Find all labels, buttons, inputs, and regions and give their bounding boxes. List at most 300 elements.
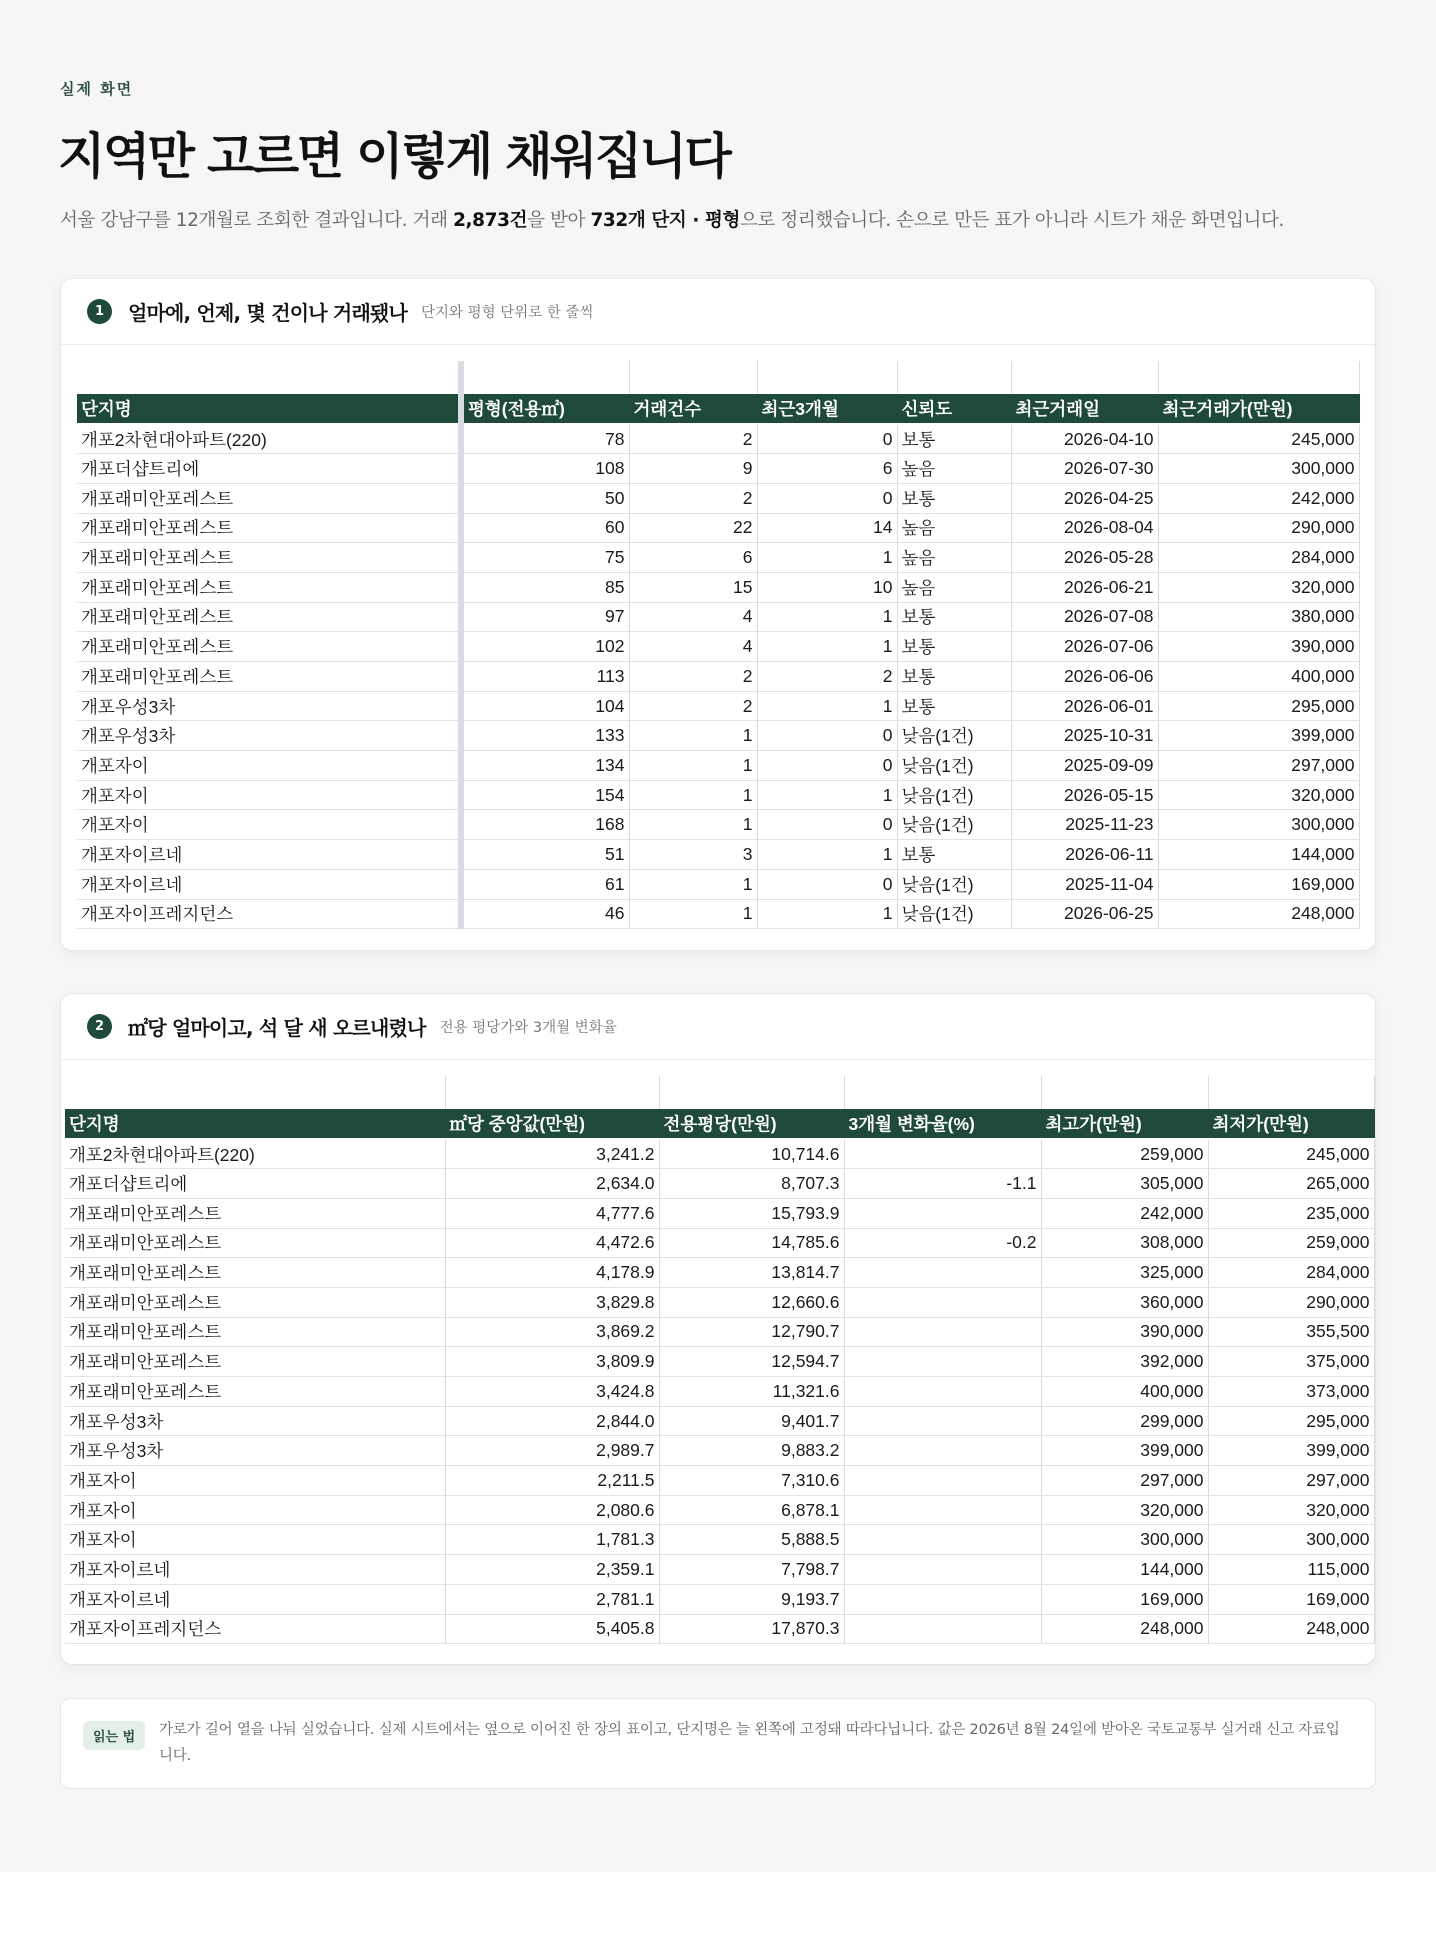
column-header[interactable]: ㎡당 중앙값(만원) (445, 1109, 659, 1139)
table-cell[interactable]: 4,178.9 (445, 1258, 659, 1288)
table-cell[interactable]: 개포래미안포레스트 (77, 513, 461, 543)
table-cell[interactable]: 2026-05-15 (1011, 780, 1158, 810)
table-cell[interactable]: 보통 (897, 483, 1011, 513)
table-cell[interactable]: 0 (757, 869, 897, 899)
empty-cell[interactable] (445, 1076, 659, 1109)
table-cell[interactable]: 61 (461, 869, 629, 899)
table-cell[interactable]: 299,000 (1041, 1406, 1208, 1436)
column-header[interactable]: 최고가(만원) (1041, 1109, 1208, 1139)
table-cell[interactable]: 낮음(1건) (897, 751, 1011, 781)
table-cell[interactable]: 2025-10-31 (1011, 721, 1158, 751)
table-cell[interactable]: 144,000 (1041, 1555, 1208, 1585)
spacer-row (65, 1076, 1374, 1109)
table-cell[interactable]: 9,193.7 (659, 1584, 844, 1614)
table-cell[interactable]: 259,000 (1208, 1228, 1374, 1258)
table-cell[interactable]: 개포자이르네 (77, 840, 461, 870)
table-cell[interactable]: 1,781.3 (445, 1525, 659, 1555)
table-cell[interactable]: 개포래미안포레스트 (77, 632, 461, 662)
table-cell[interactable]: 399,000 (1158, 721, 1359, 751)
table-cell[interactable]: 보통 (897, 840, 1011, 870)
table-cell[interactable]: 0 (757, 721, 897, 751)
table-row (77, 840, 1359, 870)
table-cell[interactable]: 104 (461, 691, 629, 721)
table-cell[interactable]: 248,000 (1041, 1614, 1208, 1644)
page-title: 지역만 고르면 이렇게 채워집니다 (58, 128, 730, 185)
table-cell[interactable] (844, 1198, 1041, 1228)
reading-guide (60, 1698, 1376, 1789)
empty-cell[interactable] (757, 361, 897, 394)
table-cell[interactable]: 12,660.6 (659, 1287, 844, 1317)
table-cell[interactable]: 13,814.7 (659, 1258, 844, 1288)
empty-cell[interactable] (77, 361, 461, 394)
table-cell[interactable]: 11,321.6 (659, 1377, 844, 1407)
empty-cell[interactable] (897, 361, 1011, 394)
section-2-card (60, 993, 1376, 1665)
table-cell[interactable]: 300,000 (1208, 1525, 1374, 1555)
table-cell[interactable]: 10,714.6 (659, 1139, 844, 1169)
table-cell[interactable]: 15,793.9 (659, 1198, 844, 1228)
reading-guide-text: 가로가 길어 열을 나눠 실었습니다. 실제 시트에서는 옆으로 이어진 한 장의 표이고, 단지명은 늘 왼쪽에 고정돼 따라다닙니다. 값은 2026년 8월 24일에 받아온 국토교통부 실거래 신고 자료입니다. (159, 1722, 1340, 1764)
table-cell[interactable]: 개포자이 (77, 751, 461, 781)
table-cell[interactable]: 235,000 (1208, 1198, 1374, 1228)
table-cell[interactable] (844, 1525, 1041, 1555)
table-cell[interactable]: 낮음(1건) (897, 899, 1011, 929)
table-row (77, 513, 1359, 543)
table-cell[interactable]: 개포래미안포레스트 (77, 602, 461, 632)
table-cell[interactable]: 1 (629, 810, 757, 840)
column-header[interactable]: 신뢰도 (897, 394, 1011, 424)
empty-cell[interactable] (844, 1076, 1041, 1109)
table-cell[interactable]: 320,000 (1158, 780, 1359, 810)
section-1-table (77, 361, 1360, 929)
table-row (77, 602, 1359, 632)
table-cell[interactable]: 1 (757, 602, 897, 632)
table-cell[interactable]: 12,790.7 (659, 1317, 844, 1347)
table-cell[interactable]: 2,989.7 (445, 1436, 659, 1466)
table-cell[interactable]: 개포자이 (65, 1495, 445, 1525)
table-cell[interactable]: 4,777.6 (445, 1198, 659, 1228)
table-cell[interactable]: 290,000 (1208, 1287, 1374, 1317)
table-cell[interactable] (844, 1317, 1041, 1347)
table-cell[interactable]: 9,401.7 (659, 1406, 844, 1436)
section-2-header (61, 994, 1375, 1060)
table-cell[interactable]: 50 (461, 483, 629, 513)
table-cell[interactable] (844, 1406, 1041, 1436)
table-cell[interactable]: 3,829.8 (445, 1287, 659, 1317)
empty-cell[interactable] (629, 361, 757, 394)
table-cell[interactable]: 개포우성3차 (77, 721, 461, 751)
table-cell[interactable]: 5,888.5 (659, 1525, 844, 1555)
table-cell[interactable]: 2 (629, 424, 757, 454)
table-cell[interactable]: 1 (629, 721, 757, 751)
table-cell[interactable]: 0 (757, 810, 897, 840)
table-cell[interactable]: 2026-06-21 (1011, 572, 1158, 602)
table-cell[interactable] (844, 1287, 1041, 1317)
table-cell[interactable]: 113 (461, 662, 629, 692)
table-cell[interactable]: 6,878.1 (659, 1495, 844, 1525)
table-cell[interactable]: 245,000 (1208, 1139, 1374, 1169)
table-cell[interactable]: 보통 (897, 662, 1011, 692)
section-2-sheet (65, 1076, 1375, 1644)
table-cell[interactable]: 1 (629, 780, 757, 810)
table-cell[interactable]: 1 (757, 899, 897, 929)
table-cell[interactable] (844, 1258, 1041, 1288)
table-cell[interactable]: 400,000 (1041, 1377, 1208, 1407)
table-cell[interactable]: 60 (461, 513, 629, 543)
table-cell[interactable]: 개포자이프레지던스 (77, 899, 461, 929)
table-cell[interactable]: 2 (629, 691, 757, 721)
table-cell[interactable]: 2025-09-09 (1011, 751, 1158, 781)
table-cell[interactable]: 284,000 (1158, 543, 1359, 573)
table-cell[interactable]: 개포2차현대아파트(220) (65, 1139, 445, 1169)
table-cell[interactable]: 248,000 (1158, 899, 1359, 929)
table-cell[interactable]: 0 (757, 751, 897, 781)
table-row (77, 632, 1359, 662)
section-1-subtitle: 단지와 평형 단위로 한 줄씩 (421, 305, 594, 321)
table-cell[interactable]: 개포자이르네 (65, 1584, 445, 1614)
subtitle-deal-count: 2,873건 (453, 210, 528, 231)
table-cell[interactable]: 133 (461, 721, 629, 751)
column-header[interactable]: 최근3개월 (757, 394, 897, 424)
table-cell[interactable]: 개포자이르네 (77, 869, 461, 899)
table-cell[interactable]: 낮음(1건) (897, 869, 1011, 899)
table-cell[interactable]: 개포래미안포레스트 (65, 1228, 445, 1258)
table-cell[interactable]: 높음 (897, 572, 1011, 602)
table-row (77, 662, 1359, 692)
table-row (77, 721, 1359, 751)
table-cell[interactable] (844, 1584, 1041, 1614)
table-cell[interactable]: 169,000 (1208, 1584, 1374, 1614)
table-cell[interactable]: 1 (757, 543, 897, 573)
empty-cell[interactable] (1158, 361, 1359, 394)
table-cell[interactable]: 325,000 (1041, 1258, 1208, 1288)
column-header[interactable]: 최저가(만원) (1208, 1109, 1374, 1139)
table-cell[interactable]: 2,359.1 (445, 1555, 659, 1585)
table-cell[interactable]: 51 (461, 840, 629, 870)
table-cell[interactable]: 2,634.0 (445, 1169, 659, 1199)
table-cell[interactable]: 낮음(1건) (897, 810, 1011, 840)
section-1-sheet (77, 361, 1360, 929)
table-cell[interactable]: 0 (757, 483, 897, 513)
table-row (65, 1555, 1374, 1585)
table-cell[interactable]: 개포래미안포레스트 (77, 483, 461, 513)
table-row (65, 1169, 1374, 1199)
table-cell[interactable] (844, 1466, 1041, 1496)
table-cell[interactable]: 300,000 (1041, 1525, 1208, 1555)
section-1-card (60, 278, 1376, 951)
table-row (65, 1347, 1374, 1377)
table-cell[interactable]: 295,000 (1208, 1406, 1374, 1436)
column-header[interactable]: 평형(전용㎡) (461, 394, 629, 424)
table-cell[interactable]: 1 (629, 751, 757, 781)
table-cell[interactable]: 2,844.0 (445, 1406, 659, 1436)
table-cell[interactable]: 개포래미안포레스트 (77, 572, 461, 602)
table-cell[interactable]: 2026-04-10 (1011, 424, 1158, 454)
table-cell[interactable]: 154 (461, 780, 629, 810)
table-cell[interactable]: 개포래미안포레스트 (65, 1317, 445, 1347)
table-cell[interactable]: 46 (461, 899, 629, 929)
column-header[interactable]: 3개월 변화율(%) (844, 1109, 1041, 1139)
table-cell[interactable]: 2026-06-01 (1011, 691, 1158, 721)
table-cell[interactable]: 2026-06-25 (1011, 899, 1158, 929)
table-cell[interactable] (844, 1347, 1041, 1377)
table-cell[interactable]: 보통 (897, 632, 1011, 662)
table-row (77, 899, 1359, 929)
table-cell[interactable]: 7,798.7 (659, 1555, 844, 1585)
table-cell[interactable]: 259,000 (1041, 1139, 1208, 1169)
table-cell[interactable]: 개포더샵트리에 (77, 454, 461, 484)
table-cell[interactable]: 2026-07-06 (1011, 632, 1158, 662)
table-cell[interactable]: 개포자이프레지던스 (65, 1614, 445, 1644)
empty-cell[interactable] (1041, 1076, 1208, 1109)
table-cell[interactable]: 399,000 (1041, 1436, 1208, 1466)
table-cell[interactable]: 169,000 (1158, 869, 1359, 899)
table-cell[interactable]: 22 (629, 513, 757, 543)
table-cell[interactable]: 2026-04-25 (1011, 483, 1158, 513)
section-2-subtitle: 전용 평당가와 3개월 변화율 (439, 1020, 617, 1036)
table-cell[interactable]: 2,080.6 (445, 1495, 659, 1525)
table-cell[interactable]: 373,000 (1208, 1377, 1374, 1407)
subtitle-text-2: 을 받아 (527, 210, 591, 231)
table-cell[interactable]: 1 (629, 899, 757, 929)
table-cell[interactable]: 개포자이 (65, 1525, 445, 1555)
column-header[interactable]: 전용평당(만원) (659, 1109, 844, 1139)
empty-cell[interactable] (1011, 361, 1158, 394)
table-cell[interactable]: 375,000 (1208, 1347, 1374, 1377)
table-cell[interactable]: 개포자이 (77, 810, 461, 840)
table-cell[interactable]: 290,000 (1158, 513, 1359, 543)
table-cell[interactable]: 380,000 (1158, 602, 1359, 632)
table-row (65, 1198, 1374, 1228)
table-cell[interactable]: 4 (629, 632, 757, 662)
table-cell[interactable]: 낮음(1건) (897, 780, 1011, 810)
table-cell[interactable]: 400,000 (1158, 662, 1359, 692)
table-cell[interactable]: -0.2 (844, 1228, 1041, 1258)
section-1-header (61, 279, 1375, 345)
column-header[interactable]: 단지명 (65, 1109, 445, 1139)
empty-cell[interactable] (659, 1076, 844, 1109)
table-cell[interactable]: 144,000 (1158, 840, 1359, 870)
table-cell[interactable]: 4 (629, 602, 757, 632)
table-row (77, 780, 1359, 810)
table-cell[interactable]: 7,310.6 (659, 1466, 844, 1496)
table-cell[interactable]: 78 (461, 424, 629, 454)
table-cell[interactable]: 305,000 (1041, 1169, 1208, 1199)
table-cell[interactable]: 300,000 (1158, 454, 1359, 484)
table-row (77, 810, 1359, 840)
column-header[interactable]: 최근거래일 (1011, 394, 1158, 424)
table-cell[interactable]: 3,424.8 (445, 1377, 659, 1407)
table-row (77, 483, 1359, 513)
empty-cell[interactable] (65, 1076, 445, 1109)
table-cell[interactable]: 14 (757, 513, 897, 543)
table-cell[interactable]: 390,000 (1041, 1317, 1208, 1347)
table-row (77, 751, 1359, 781)
table-cell[interactable]: 2026-06-06 (1011, 662, 1158, 692)
table-cell[interactable]: 399,000 (1208, 1436, 1374, 1466)
table-cell[interactable]: 보통 (897, 691, 1011, 721)
table-cell[interactable]: 168 (461, 810, 629, 840)
section-1-title: 얼마에, 언제, 몇 건이나 거래됐나 (128, 301, 408, 325)
table-cell[interactable]: 높음 (897, 454, 1011, 484)
table-cell[interactable]: 2 (757, 662, 897, 692)
table-cell[interactable] (844, 1139, 1041, 1169)
table-cell[interactable]: 1 (629, 869, 757, 899)
table-cell[interactable]: 3 (629, 840, 757, 870)
table-cell[interactable]: 2026-07-08 (1011, 602, 1158, 632)
table-cell[interactable]: 개포자이 (77, 780, 461, 810)
table-cell[interactable]: 360,000 (1041, 1287, 1208, 1317)
table-cell[interactable]: 6 (629, 543, 757, 573)
table-cell[interactable]: 242,000 (1158, 483, 1359, 513)
column-header[interactable]: 거래건수 (629, 394, 757, 424)
table-cell[interactable]: 297,000 (1158, 751, 1359, 781)
table-cell[interactable]: 3,241.2 (445, 1139, 659, 1169)
table-cell[interactable]: 15 (629, 572, 757, 602)
empty-cell[interactable] (461, 361, 629, 394)
table-cell[interactable]: 134 (461, 751, 629, 781)
table-cell[interactable]: 2,211.5 (445, 1466, 659, 1496)
table-row (77, 572, 1359, 602)
table-cell[interactable]: 3,869.2 (445, 1317, 659, 1347)
table-cell[interactable]: 개포래미안포레스트 (77, 543, 461, 573)
table-cell[interactable]: 169,000 (1041, 1584, 1208, 1614)
table-cell[interactable]: 개포래미안포레스트 (65, 1287, 445, 1317)
table-cell[interactable]: 8,707.3 (659, 1169, 844, 1199)
table-cell[interactable] (844, 1555, 1041, 1585)
table-cell[interactable]: 2026-08-04 (1011, 513, 1158, 543)
column-header[interactable]: 단지명 (77, 394, 461, 424)
section-2-table (65, 1076, 1375, 1644)
table-cell[interactable]: 9 (629, 454, 757, 484)
table-row (65, 1287, 1374, 1317)
section-1-number-badge: 1 (87, 299, 112, 324)
table-cell[interactable]: 개포더샵트리에 (65, 1169, 445, 1199)
header-row (65, 1109, 1374, 1139)
spacer-row (77, 361, 1359, 394)
table-cell[interactable]: 390,000 (1158, 632, 1359, 662)
table-cell[interactable]: 248,000 (1208, 1614, 1374, 1644)
table-row (77, 424, 1359, 454)
table-cell[interactable]: 108 (461, 454, 629, 484)
table-cell[interactable]: 2026-05-28 (1011, 543, 1158, 573)
table-cell[interactable]: 265,000 (1208, 1169, 1374, 1199)
column-header[interactable]: 최근거래가(만원) (1158, 394, 1359, 424)
table-row (65, 1406, 1374, 1436)
table-cell[interactable]: 개포래미안포레스트 (65, 1258, 445, 1288)
table-cell[interactable]: 개포래미안포레스트 (77, 662, 461, 692)
table-cell[interactable]: 12,594.7 (659, 1347, 844, 1377)
table-cell[interactable]: 2025-11-04 (1011, 869, 1158, 899)
table-cell[interactable]: 6 (757, 454, 897, 484)
table-row (77, 691, 1359, 721)
reading-guide-badge: 읽는 법 (83, 1721, 145, 1750)
table-cell[interactable]: 2026-06-11 (1011, 840, 1158, 870)
table-cell[interactable]: 97 (461, 602, 629, 632)
table-row (65, 1584, 1374, 1614)
table-cell[interactable]: 2026-07-30 (1011, 454, 1158, 484)
table-cell[interactable]: 355,500 (1208, 1317, 1374, 1347)
table-row (65, 1139, 1374, 1169)
table-cell[interactable] (844, 1436, 1041, 1466)
table-cell[interactable]: 개포자이르네 (65, 1555, 445, 1585)
table-row (65, 1258, 1374, 1288)
table-cell[interactable]: 9,883.2 (659, 1436, 844, 1466)
table-cell[interactable]: 2025-11-23 (1011, 810, 1158, 840)
table-cell[interactable]: 5,405.8 (445, 1614, 659, 1644)
table-cell[interactable]: 보통 (897, 602, 1011, 632)
table-cell[interactable]: 개포래미안포레스트 (65, 1377, 445, 1407)
table-cell[interactable] (844, 1377, 1041, 1407)
empty-cell[interactable] (1208, 1076, 1374, 1109)
table-cell[interactable]: 2 (629, 483, 757, 513)
subtitle-text-1: 서울 강남구를 12개월로 조회한 결과입니다. 거래 (60, 210, 454, 231)
table-cell[interactable]: 0 (757, 424, 897, 454)
table-cell[interactable]: 4,472.6 (445, 1228, 659, 1258)
table-cell[interactable]: 3,809.9 (445, 1347, 659, 1377)
page-subtitle (60, 206, 1400, 232)
table-cell[interactable] (844, 1614, 1041, 1644)
eyebrow: 실제 화면 (60, 80, 134, 98)
table-row (65, 1495, 1374, 1525)
table-cell[interactable]: 개포우성3차 (65, 1436, 445, 1466)
table-cell[interactable]: 17,870.3 (659, 1614, 844, 1644)
table-cell[interactable]: 1 (757, 840, 897, 870)
table-cell[interactable]: 개포래미안포레스트 (65, 1198, 445, 1228)
table-cell[interactable]: 높음 (897, 543, 1011, 573)
table-cell[interactable]: 개포2차현대아파트(220) (77, 424, 461, 454)
table-cell[interactable]: 295,000 (1158, 691, 1359, 721)
table-cell[interactable]: 284,000 (1208, 1258, 1374, 1288)
table-cell[interactable]: 320,000 (1158, 572, 1359, 602)
table-cell[interactable]: 115,000 (1208, 1555, 1374, 1585)
table-cell[interactable]: 1 (757, 691, 897, 721)
table-cell[interactable]: 392,000 (1041, 1347, 1208, 1377)
table-cell[interactable]: 10 (757, 572, 897, 602)
table-cell[interactable]: 85 (461, 572, 629, 602)
table-cell[interactable]: 308,000 (1041, 1228, 1208, 1258)
table-row (65, 1436, 1374, 1466)
table-cell[interactable]: 297,000 (1041, 1466, 1208, 1496)
table-cell[interactable]: 75 (461, 543, 629, 573)
table-cell[interactable]: 2,781.1 (445, 1584, 659, 1614)
table-row (65, 1377, 1374, 1407)
table-cell[interactable] (844, 1495, 1041, 1525)
table-cell[interactable]: 320,000 (1041, 1495, 1208, 1525)
table-cell[interactable]: 297,000 (1208, 1466, 1374, 1496)
table-cell[interactable]: 개포우성3차 (65, 1406, 445, 1436)
header-row (77, 394, 1359, 424)
table-cell[interactable]: 1 (757, 632, 897, 662)
table-cell[interactable]: 개포우성3차 (77, 691, 461, 721)
table-cell[interactable]: 개포래미안포레스트 (65, 1347, 445, 1377)
table-cell[interactable]: 102 (461, 632, 629, 662)
table-cell[interactable]: 1 (757, 780, 897, 810)
table-row (65, 1614, 1374, 1644)
table-cell[interactable]: 개포자이 (65, 1466, 445, 1496)
section-2-number-badge: 2 (87, 1014, 112, 1039)
table-cell[interactable]: 320,000 (1208, 1495, 1374, 1525)
table-cell[interactable]: -1.1 (844, 1169, 1041, 1199)
table-cell[interactable]: 낮음(1건) (897, 721, 1011, 751)
table-cell[interactable]: 300,000 (1158, 810, 1359, 840)
table-cell[interactable]: 2 (629, 662, 757, 692)
table-cell[interactable]: 높음 (897, 513, 1011, 543)
table-cell[interactable]: 보통 (897, 424, 1011, 454)
table-cell[interactable]: 14,785.6 (659, 1228, 844, 1258)
table-cell[interactable]: 245,000 (1158, 424, 1359, 454)
table-cell[interactable]: 242,000 (1041, 1198, 1208, 1228)
